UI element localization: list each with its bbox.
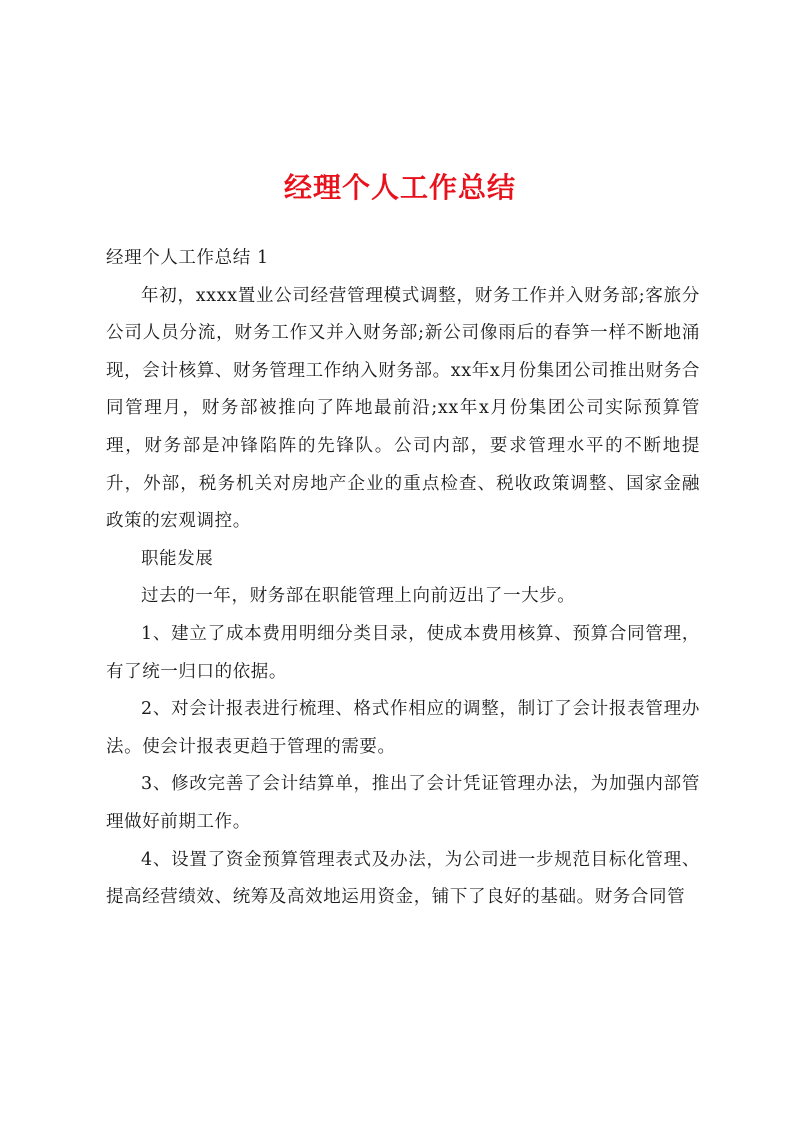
list-item-1: 1、建立了成本费用明细分类目录，使成本费用核算、预算合同管理，有了统一归口的依据。 (106, 623, 700, 682)
list-item-2: 2、对会计报表进行梳理、格式作相应的调整，制订了会计报表管理办法。使会计报表更趋于管理的需要。 (106, 699, 700, 757)
subheading-functional-development: 职能发展 (141, 548, 214, 569)
paragraph-intro: 年初，xxxx置业公司经营管理模式调整，财务工作并入财务部;客旅分公司人员分流，财务工作又并入财务部;新公司像雨后的春笋一样不断地涌现，会计核算、财务管理工作纳入财务部。xx年x月份集团公司推出财务合同管理月，财务部被推向了阵地最前沿;xx年x月份集团公司实际预算管理，财务部是冲锋陷阵的先锋队。公司内部，要求管理水平的不断地提升，外部，税务机关对房地产企业的重点检查、税收政策调整、国家金融政策的宏观调控。 (106, 285, 700, 532)
document-body (106, 240, 700, 917)
paragraph-overview: 过去的一年，财务部在职能管理上向前迈出了一大步。 (141, 586, 576, 607)
document-title: 经理个人工作总结 (283, 171, 516, 204)
list-item-3: 3、修改完善了会计结算单，推出了会计凭证管理办法，为加强内部管理做好前期工作。 (106, 774, 700, 832)
section-heading: 经理个人工作总结 1 (106, 248, 269, 268)
list-item-4: 4、设置了资金预算管理表式及办法，为公司进一步规范目标化管理、提高经营绩效、统筹及高效地运用资金，铺下了良好的基础。财务合同管 (106, 849, 700, 908)
